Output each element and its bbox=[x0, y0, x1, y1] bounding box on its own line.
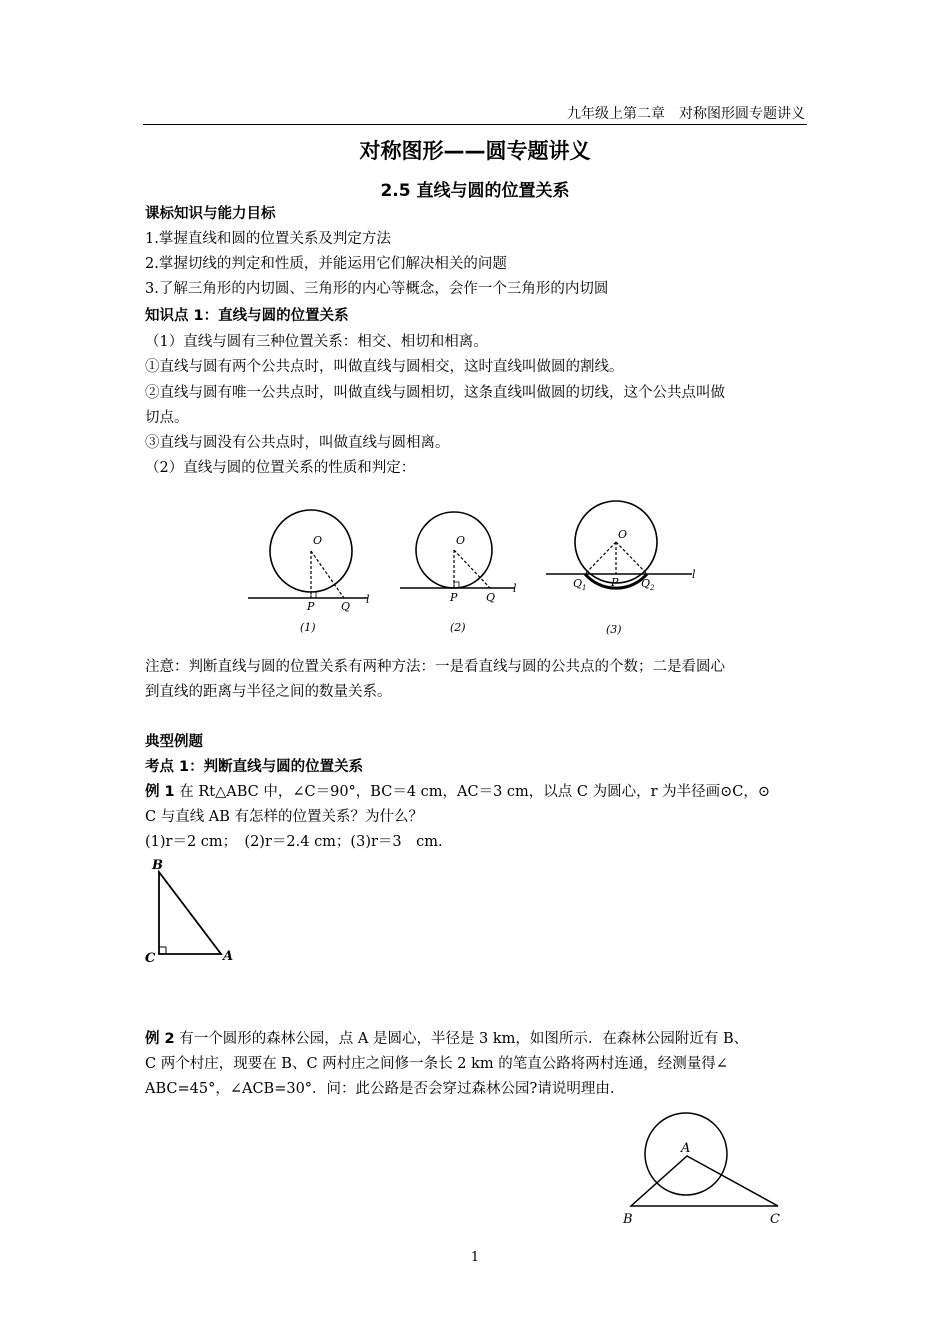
label-P: P bbox=[611, 576, 619, 589]
forest-park-figure bbox=[615, 1108, 795, 1233]
running-header: 九年级上第二章 对称图形圆专题讲义 bbox=[567, 106, 805, 122]
kaodian-heading: 考点 1：判断直线与圆的位置关系 bbox=[145, 759, 364, 775]
label-l: l bbox=[513, 582, 517, 595]
label-P: P bbox=[450, 591, 458, 604]
example-1-line bbox=[145, 780, 770, 801]
goal-item: 2.掌握切线的判定和性质，并能运用它们解决相关的问题 bbox=[145, 256, 507, 272]
right-triangle-figure bbox=[140, 852, 250, 967]
label-Q1: $Q_1$ bbox=[573, 577, 587, 592]
label-A: A bbox=[681, 1141, 691, 1156]
note-line: 注意：判断直线与圆的位置关系有两种方法：一是看直线与圆的公共点的个数；二是看圆心 bbox=[145, 659, 725, 675]
circle-line-diagrams bbox=[240, 500, 710, 640]
example-2-text: 有一个圆形的森林公园，点 A 是圆心，半径是 3 km，如图所示．在森林公园附近有 B、 bbox=[174, 1031, 749, 1047]
kp1-line: ①直线与圆有两个公共点时，叫做直线与圆相交，这时直线叫做圆的割线。 bbox=[145, 359, 624, 375]
example-1-line: C 与直线 AB 有怎样的位置关系？为什么？ bbox=[145, 809, 424, 825]
goal-item: 3.了解三角形的内切圆、三角形的内心等概念，会作一个三角形的内切圆 bbox=[145, 281, 609, 297]
kp1-heading: 知识点 1：直线与圆的位置关系 bbox=[145, 308, 349, 324]
page-number: 1 bbox=[470, 1250, 480, 1265]
caption: (2) bbox=[450, 621, 466, 634]
kp1-line: 切点。 bbox=[145, 410, 189, 426]
label-A: A bbox=[223, 949, 234, 964]
example-1-line: (1)r＝2 cm； (2)r＝2.4 cm；(3)r＝3 cm. bbox=[145, 834, 443, 850]
example-2-line bbox=[145, 1027, 748, 1048]
kp1-line: （2）直线与圆的位置关系的性质和判定： bbox=[145, 460, 416, 476]
label-O: O bbox=[618, 528, 628, 541]
goals-heading: 课标知识与能力目标 bbox=[145, 206, 276, 222]
page-title: 对称图形——圆专题讲义 bbox=[359, 139, 591, 163]
figure-3-intersect bbox=[546, 501, 696, 636]
label-C: C bbox=[145, 951, 156, 966]
label-Q: Q bbox=[341, 600, 351, 613]
example-1-text: 在 Rt△ABC 中，∠C＝90°，BC＝4 cm，AC＝3 cm，以点 C 为圆心，r 为半径画⊙C，⊙ bbox=[174, 784, 771, 800]
label-B: B bbox=[623, 1212, 633, 1227]
example-2-label: 例 2 bbox=[145, 1031, 175, 1047]
label-Q2: $Q_2$ bbox=[641, 577, 655, 592]
label-l: l bbox=[366, 593, 370, 606]
label-O: O bbox=[313, 534, 323, 547]
example-2-line: C 两个村庄，现要在 B、C 两村庄之间修一条长 2 km 的笔直公路将两村连通，经测量得∠ bbox=[145, 1056, 728, 1072]
caption: (3) bbox=[606, 623, 622, 636]
header-rule bbox=[143, 124, 807, 125]
section-title: 2.5 直线与圆的位置关系 bbox=[380, 181, 570, 201]
kp1-line: （1）直线与圆有三种位置关系：相交、相切和相离。 bbox=[145, 334, 488, 350]
goal-item: 1.掌握直线和圆的位置关系及判定方法 bbox=[145, 231, 391, 247]
label-l: l bbox=[692, 568, 696, 581]
figure-1-separate bbox=[248, 510, 370, 634]
label-Q: Q bbox=[486, 591, 496, 604]
example-1-label: 例 1 bbox=[145, 784, 175, 800]
figure-2-tangent bbox=[400, 512, 517, 634]
label-B: B bbox=[152, 858, 163, 873]
kp1-line: ②直线与圆有唯一公共点时，叫做直线与圆相切，这条直线叫做圆的切线，这个公共点叫做 bbox=[145, 385, 725, 401]
label-O: O bbox=[456, 534, 466, 547]
examples-heading: 典型例题 bbox=[145, 734, 203, 750]
caption: (1) bbox=[300, 621, 316, 634]
note-line: 到直线的距离与半径之间的数量关系。 bbox=[145, 684, 392, 700]
kp1-line: ③直线与圆没有公共点时，叫做直线与圆相离。 bbox=[145, 435, 450, 451]
example-2-line: ABC=45°，∠ACB=30°．问：此公路是否会穿过森林公园?请说明理由. bbox=[145, 1081, 615, 1097]
label-C: C bbox=[770, 1212, 780, 1227]
label-P: P bbox=[307, 600, 315, 613]
